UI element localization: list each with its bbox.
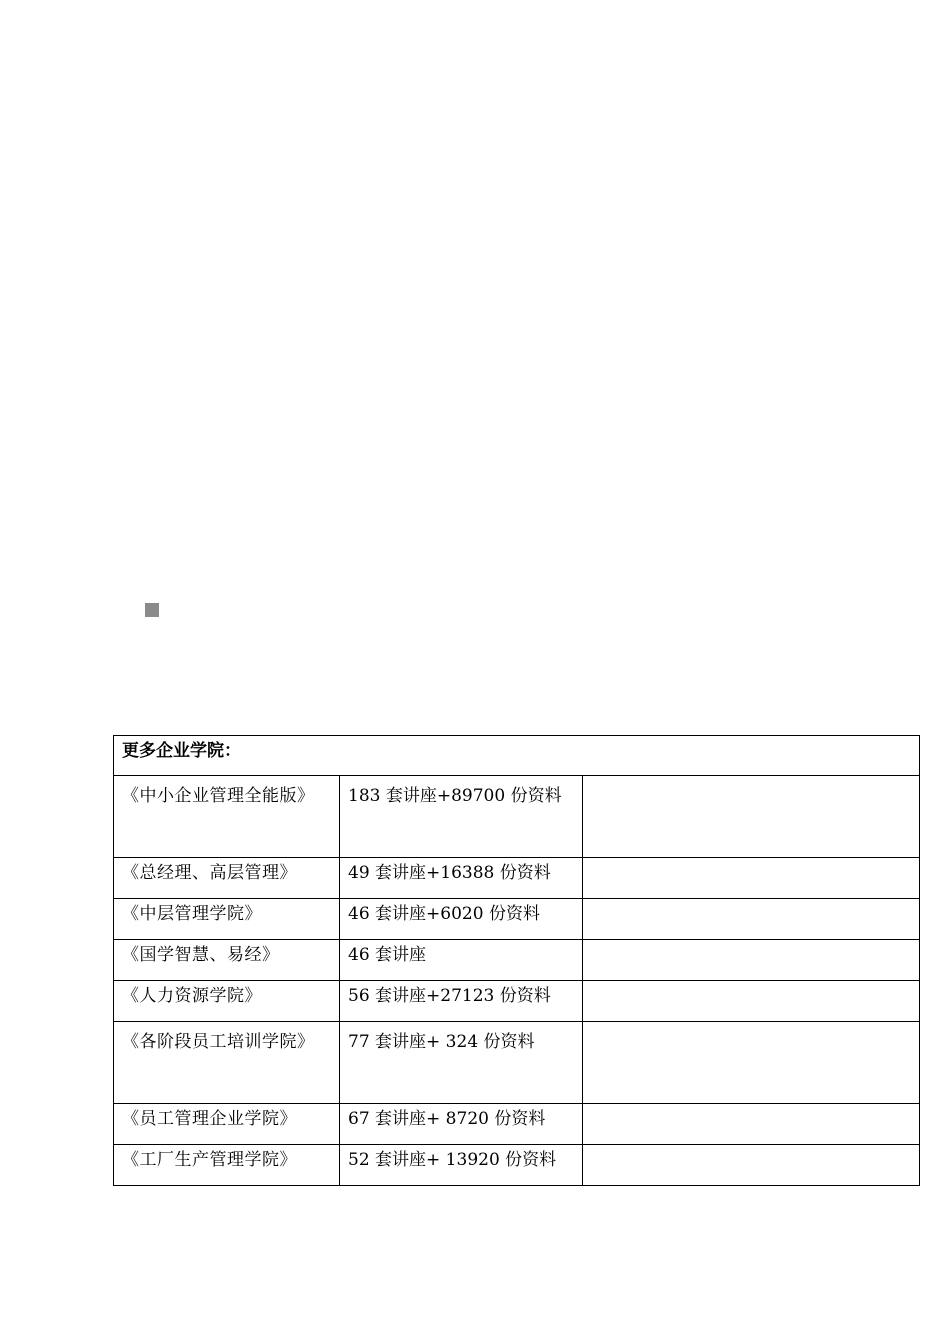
table-row (114, 899, 920, 940)
college-name: 《人力资源学院》 (114, 981, 340, 1022)
college-name: 《员工管理企业学院》 (114, 1104, 340, 1145)
college-extra (583, 776, 920, 858)
college-table (113, 735, 920, 1186)
college-extra (583, 940, 920, 981)
table-row (114, 1104, 920, 1145)
table-header-row (114, 736, 920, 776)
bullet-square-icon (145, 603, 159, 617)
college-extra (583, 858, 920, 899)
college-extra (583, 899, 920, 940)
college-info: 56 套讲座+27123 份资料 (340, 981, 583, 1022)
college-info: 52 套讲座+ 13920 份资料 (340, 1145, 583, 1186)
college-name: 《各阶段员工培训学院》 (114, 1022, 340, 1104)
table-row (114, 858, 920, 899)
college-extra (583, 1104, 920, 1145)
table-row (114, 776, 920, 858)
college-info: 46 套讲座+6020 份资料 (340, 899, 583, 940)
college-name: 《工厂生产管理学院》 (114, 1145, 340, 1186)
table-row (114, 981, 920, 1022)
college-info: 77 套讲座+ 324 份资料 (340, 1022, 583, 1104)
table-row (114, 1145, 920, 1186)
college-extra (583, 1145, 920, 1186)
college-name: 《国学智慧、易经》 (114, 940, 340, 981)
table-row (114, 940, 920, 981)
college-extra (583, 981, 920, 1022)
college-name: 《中小企业管理全能版》 (114, 776, 340, 858)
college-extra (583, 1022, 920, 1104)
college-info: 183 套讲座+89700 份资料 (340, 776, 583, 858)
college-info: 46 套讲座 (340, 940, 583, 981)
table-header: 更多企业学院： (114, 736, 920, 776)
college-info: 67 套讲座+ 8720 份资料 (340, 1104, 583, 1145)
college-name: 《中层管理学院》 (114, 899, 340, 940)
college-info: 49 套讲座+16388 份资料 (340, 858, 583, 899)
table-row (114, 1022, 920, 1104)
college-name: 《总经理、高层管理》 (114, 858, 340, 899)
